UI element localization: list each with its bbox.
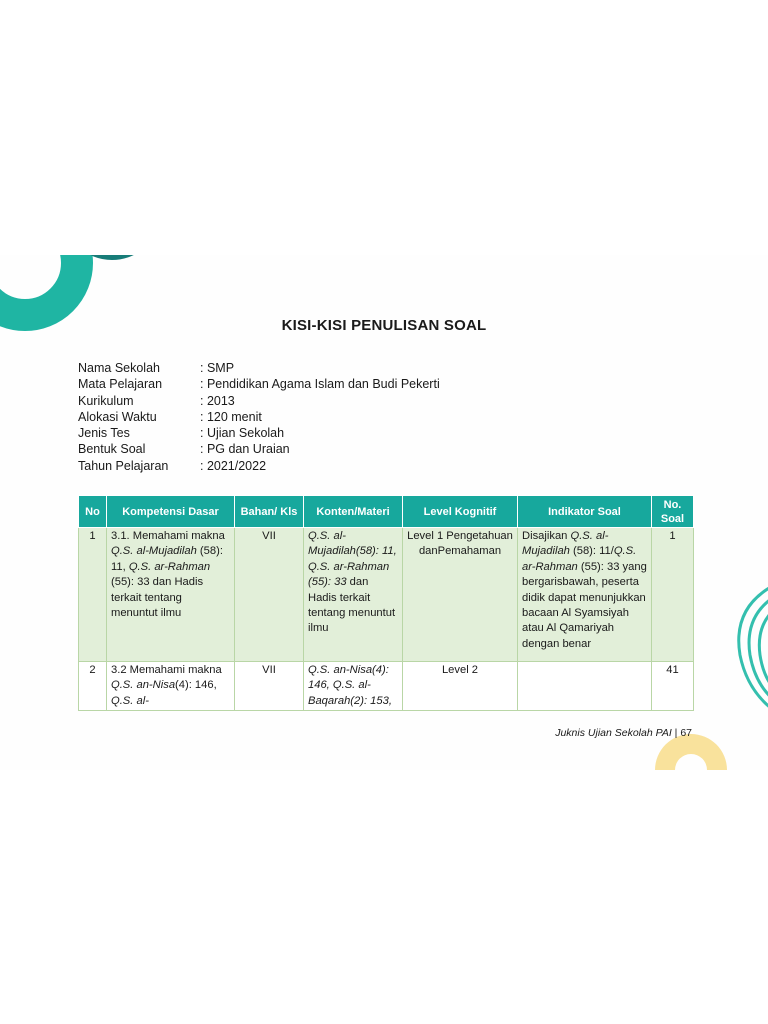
cell-bahan-kls: VII	[235, 528, 304, 662]
info-label: Tahun Pelajaran	[78, 458, 169, 473]
footer-text: Juknis Ujian Sekolah PAI	[555, 727, 672, 739]
cell-bahan-kls: VII	[235, 662, 304, 711]
ind-text: Disajikan	[522, 530, 571, 542]
info-value: : 2021/2022	[200, 458, 267, 473]
cell-konten-materi	[304, 528, 403, 662]
cell-kompetensi-dasar	[107, 528, 235, 662]
info-label: Alokasi Waktu	[78, 409, 157, 424]
header-no: No	[79, 496, 107, 528]
info-row-tahun-pelajaran	[78, 459, 440, 475]
info-label: Kurikulum	[78, 393, 134, 408]
info-value: : SMP	[200, 361, 235, 375]
document-page	[0, 255, 768, 770]
kd-surah-name: Q.S. an-Nisa	[111, 679, 176, 692]
table-row	[79, 528, 694, 662]
yellow-half-circle-decoration	[655, 734, 727, 770]
kd-text: 3.2 Memahami makna	[111, 664, 222, 676]
page-title: KISI-KISI PENULISAN SOAL	[281, 317, 487, 334]
ind-surah-name: Q.S. al-Mujadilah	[522, 530, 609, 558]
teal-lines-decoration	[739, 575, 768, 725]
info-row-mata-pelajaran	[78, 377, 440, 393]
kd-text: 3.1. Memahami makna	[111, 530, 225, 542]
header-konten-materi: Konten/Materi	[304, 496, 403, 528]
table-row	[79, 662, 694, 711]
km-surah-names: Q.S. al-Mujadilah(58): 11, Q.S. ar-Rahman (55): 33	[308, 530, 397, 589]
cell-no-soal: 1	[652, 528, 694, 662]
info-value: : Ujian Sekolah	[200, 426, 285, 441]
kd-text: (58): 11,	[111, 545, 223, 573]
cell-indikator-soal	[518, 662, 652, 711]
info-row-jenis-tes	[78, 426, 440, 442]
header-bahan-kls: Bahan/ Kls	[235, 496, 304, 528]
info-row-nama-sekolah	[78, 361, 440, 377]
ind-surah-name: Q.S. ar-Rahman	[522, 545, 637, 573]
info-label: Mata Pelajaran	[78, 377, 163, 392]
page-footer	[555, 727, 692, 739]
kd-text: (4): 146,	[175, 679, 217, 692]
kd-surah-name: Q.S. ar-Rahman	[128, 560, 211, 573]
cell-no: 2	[79, 662, 107, 711]
header-level-kognitif: Level Kognitif	[403, 496, 518, 528]
info-value: : Pendidikan Agama Islam dan Budi Pekerti	[200, 377, 440, 392]
info-row-kurikulum	[78, 394, 440, 410]
cell-level-kognitif: Level 2	[403, 662, 518, 711]
info-value: : 2013	[200, 393, 235, 408]
kisi-kisi-table	[78, 495, 694, 711]
cell-konten-materi	[304, 662, 403, 711]
ind-text: (58): 11/	[569, 545, 614, 558]
teal-ring-decoration	[0, 255, 77, 315]
info-value: : PG dan Uraian	[200, 442, 290, 457]
info-row-bentuk-soal	[78, 442, 440, 458]
header-no-soal: No. Soal	[652, 496, 694, 528]
cell-level-kognitif: Level 1 Pengetahuan danPemahaman	[403, 528, 518, 662]
kd-text: (55): 33 dan Hadis terkait tentang menuntut ilmu	[111, 576, 204, 620]
info-label: Jenis Tes	[78, 426, 130, 441]
info-block	[78, 361, 440, 475]
info-row-alokasi-waktu	[78, 410, 440, 426]
cell-no: 1	[79, 528, 107, 662]
cell-kompetensi-dasar	[107, 662, 235, 711]
info-label: Bentuk Soal	[78, 442, 146, 457]
header-indikator-soal: Indikator Soal	[518, 496, 652, 528]
cell-indikator-soal	[518, 528, 652, 662]
header-kompetensi-dasar: Kompetensi Dasar	[107, 496, 235, 528]
cell-no-soal: 41	[652, 662, 694, 711]
km-surah-names: Q.S. an-Nisa(4): 146, Q.S. al-Baqarah(2): 153,	[308, 664, 392, 707]
km-text: dan Hadis terkait tentang menuntut ilmu	[308, 576, 396, 635]
info-label: Nama Sekolah	[78, 361, 160, 375]
kd-surah-name: Q.S. al-	[111, 694, 149, 707]
ind-text: (55): 33 yang bergarisbawah, peserta didik dapat menunjukkan bacaan Al Syamsiyah atau Al Qamariyah dengan benar	[522, 560, 647, 650]
page-number: 67	[680, 727, 692, 739]
kd-surah-name: Q.S. al-Mujadilah	[111, 545, 197, 558]
footer-separator: |	[671, 727, 681, 739]
info-value: : 120 menit	[200, 409, 262, 424]
table-header-row	[79, 496, 694, 528]
